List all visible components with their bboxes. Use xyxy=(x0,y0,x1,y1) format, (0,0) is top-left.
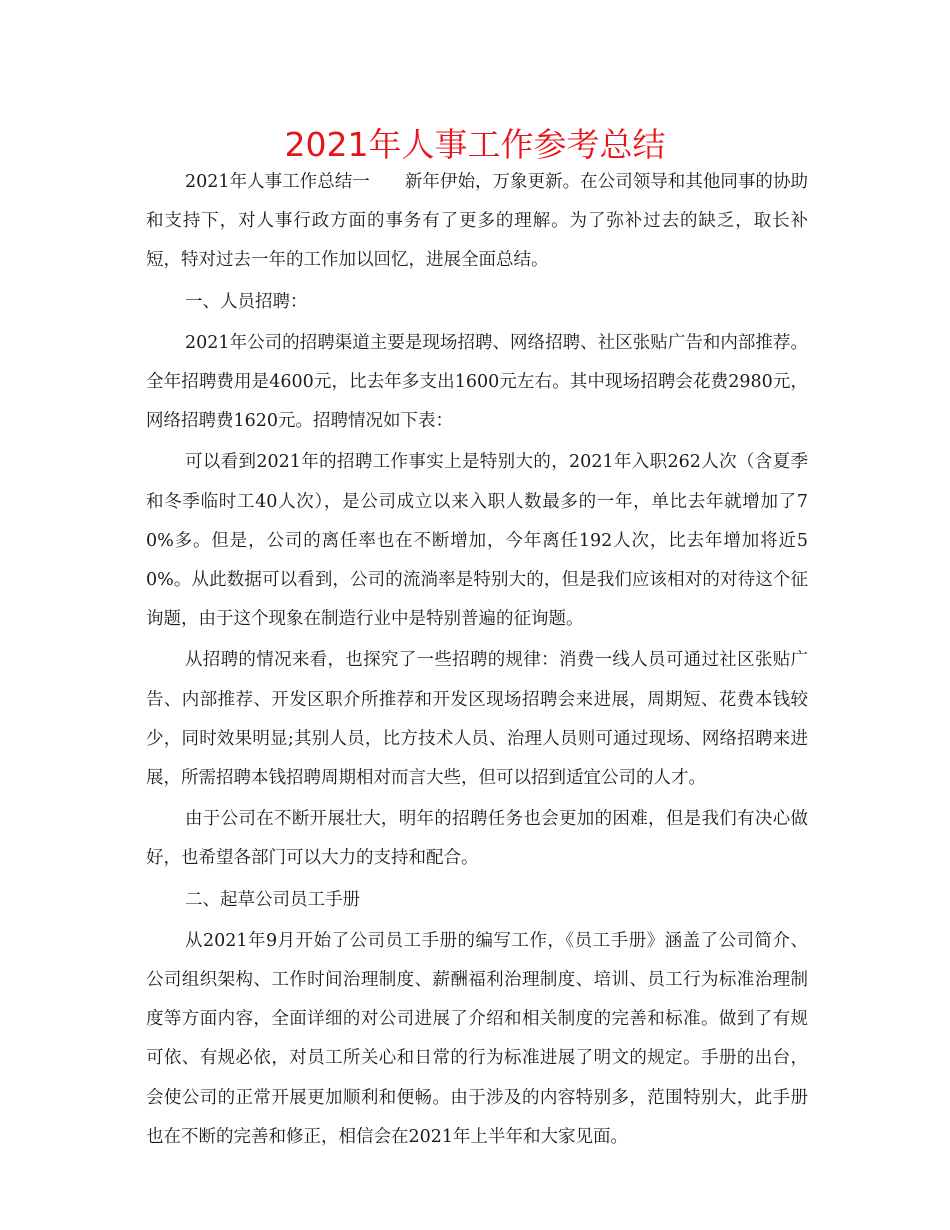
handbook-paragraph: 从2021年9月开始了公司员工手册的编写工作，《员工手册》涵盖了公司简介、公司组织架构、工作时间治理制度、薪酬福利治理制度、培训、员工行为标准治理制度等方面内容，全面详细的对公司进展了介绍和相关制度的完善和标准。做到了有规可依、有规必依，对员工所关心和日常的行为标准进展了明文的规定。手册的出台，会使公司的正常开展更加顺利和便畅。由于涉及的内容特别多，范围特别大，此手册也在不断的完善和修正，相信会在2021年上半年和大家见面。 xyxy=(146,930,808,1147)
recruitment-outlook-paragraph: 由于公司在不断开展壮大，明年的招聘任务也会更加的困难，但是我们有决心做好，也希望各部门可以大力的支持和配合。 xyxy=(146,809,808,869)
document-title: 2021年人事工作参考总结 xyxy=(284,125,666,164)
section-heading-recruitment: 一、人员招聘： xyxy=(185,291,308,312)
intro-paragraph: 2021年人事工作总结一 新年伊始，万象更新。在公司领导和其他同事的协助和支持下，对人事行政方面的事务有了更多的理解。为了弥补过去的缺乏，取长补短，特对过去一年的工作加以回忆，进展全面总结。 xyxy=(146,172,808,271)
document-body xyxy=(146,163,808,1159)
section-heading-handbook: 二、起草公司员工手册 xyxy=(185,889,360,910)
recruitment-analysis-paragraph: 可以看到2021年的招聘工作事实上是特别大的，2021年入职262人次（含夏季和冬季临时工40人次），是公司成立以来入职人数最多的一年，单比去年就增加了70%多。但是，公司的离任率也在不断增加，今年离任192人次，比去年增加将近50%。从此数据可以看到，公司的流淌率是特别大的，但是我们应该相对的对待这个征询题，由于这个现象在制造行业中是特别普遍的征询题。 xyxy=(146,452,808,630)
recruitment-rules-paragraph: 从招聘的情况来看，也探究了一些招聘的规律：消费一线人员可通过社区张贴广告、内部推荐、开发区职介所推荐和开发区现场招聘会来进展，周期短、花费本钱较少，同时效果明显;其别人员，比方技术人员、治理人员则可通过现场、网络招聘来进展，所需招聘本钱招聘周期相对而言大些，但可以招到适宜公司的人才。 xyxy=(146,650,808,789)
recruitment-channels-paragraph: 2021年公司的招聘渠道主要是现场招聘、网络招聘、社区张贴广告和内部推荐。全年招聘费用是4600元，比去年多支出1600元左右。其中现场招聘会花费2980元，网络招聘费1620元。招聘情况如下表： xyxy=(146,332,808,432)
